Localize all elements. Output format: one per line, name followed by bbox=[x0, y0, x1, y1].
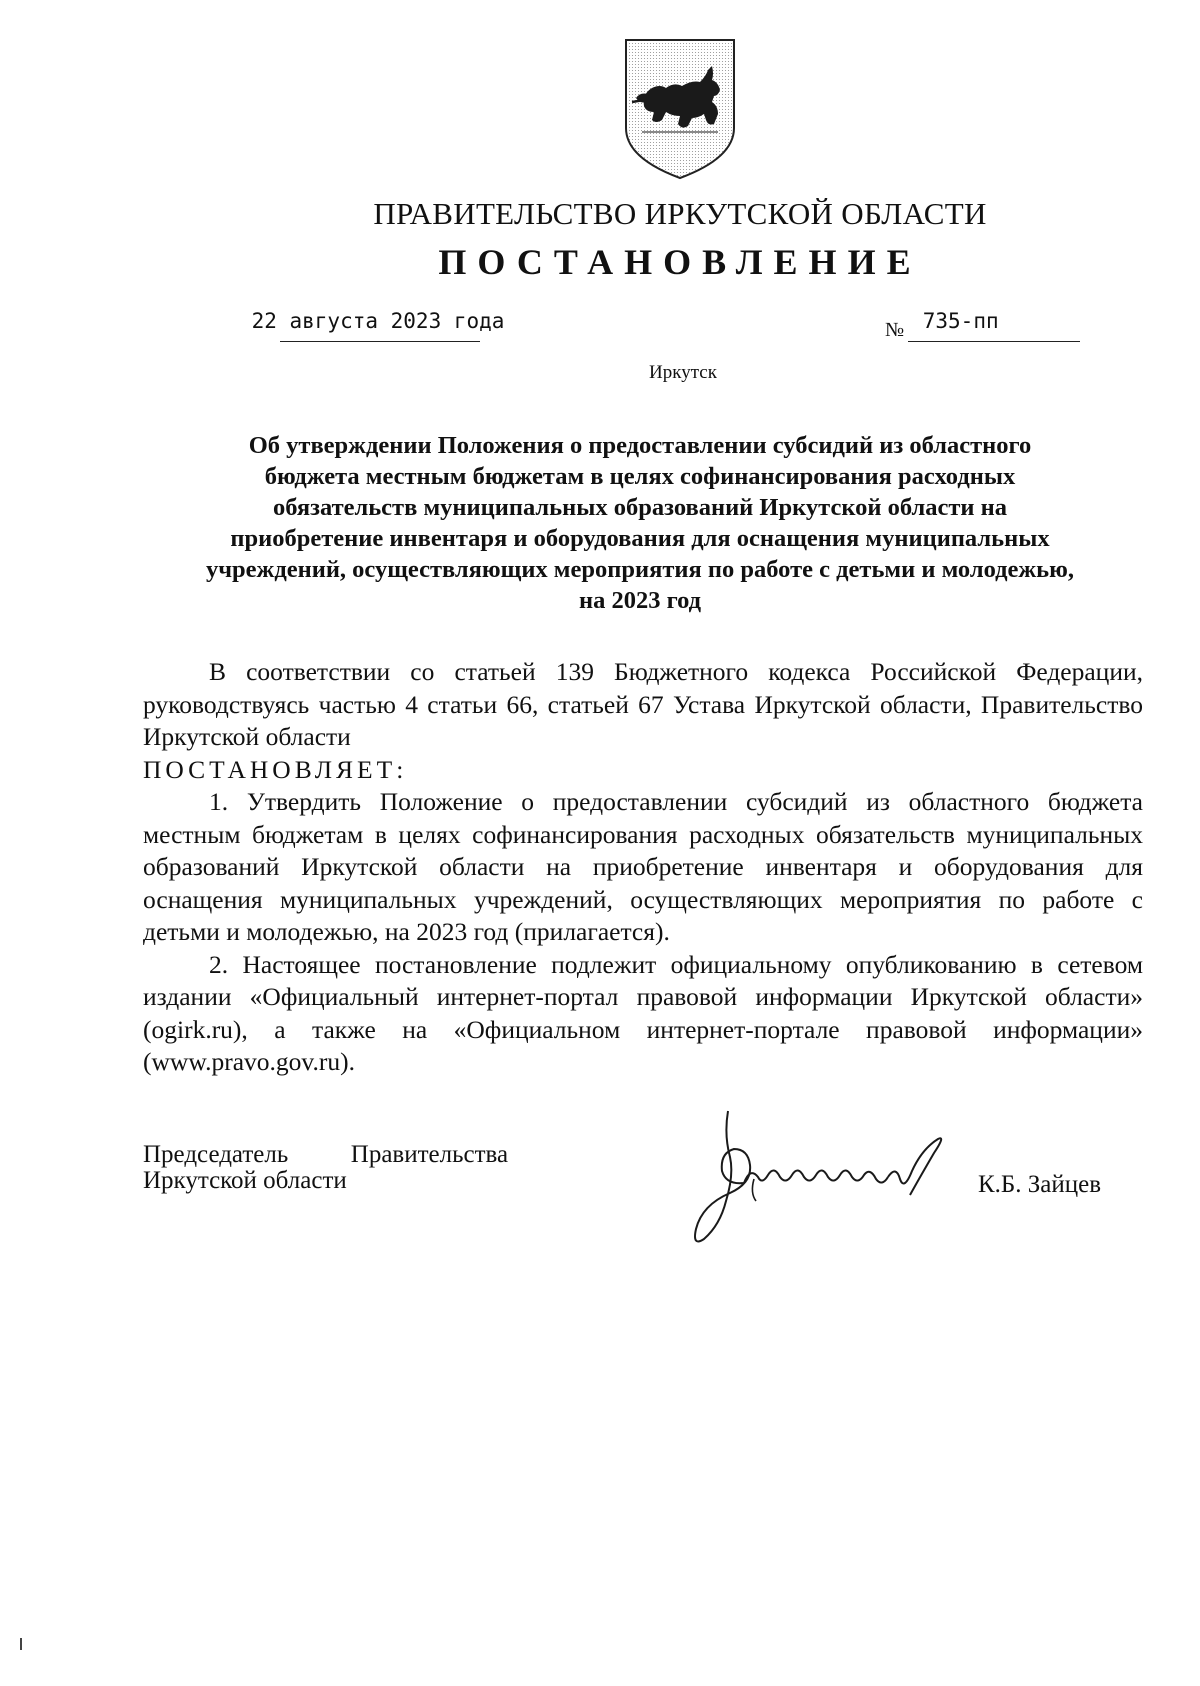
subject-line: на 2023 год bbox=[578, 587, 702, 614]
signatory-name: К.Б. Зайцев bbox=[978, 1171, 1102, 1198]
document-number-block bbox=[885, 307, 999, 341]
subject-line: Об утверждении Положения о предоставлении субсидий из областного bbox=[248, 432, 1032, 459]
date-underline bbox=[280, 341, 480, 342]
document-body bbox=[143, 656, 1143, 1079]
signatory-position bbox=[143, 1142, 508, 1194]
position-line-2: Иркутской области bbox=[143, 1167, 347, 1194]
position-line-1 bbox=[143, 1142, 508, 1168]
decree-word: ПОСТАНОВЛЯЕТ: bbox=[143, 754, 408, 784]
number-sign: № bbox=[885, 319, 905, 341]
subject-line: учреждений, осуществляющих мероприятия по работе с детьми и молодежью, bbox=[205, 556, 1074, 583]
document-subject bbox=[140, 430, 1140, 616]
handwritten-signature-icon bbox=[690, 1105, 1000, 1255]
scan-edge-mark bbox=[20, 1638, 22, 1650]
coat-of-arms-icon bbox=[622, 36, 738, 182]
preamble-paragraph: В соответствии со статьей 139 Бюджетного кодекса Российской Федерации, руководствуясь частью 4 статьи 66, статьей 67 Устава Иркутской области, Правительство Иркутской области bbox=[143, 657, 1143, 751]
subject-line: обязательств муниципальных образований Иркутской области на bbox=[272, 494, 1008, 521]
document-city: Иркутск bbox=[649, 362, 717, 383]
document-number: 735-пп bbox=[922, 309, 999, 333]
number-underline bbox=[908, 341, 1080, 342]
government-name: ПРАВИТЕЛЬСТВО ИРКУТСКОЙ ОБЛАСТИ bbox=[373, 196, 987, 231]
item-1-paragraph: 1. Утвердить Положение о предоставлении субсидий из областного бюджета местным бюджетам в целях софинансирования расходных обязательств муниципальных образований Иркутской области на приобретение инвентаря и оборудования для оснащения муниципальных учреждений, осуществляющих мероприятия по работе с детьми и молодежью, на 2023 год (прилагается). bbox=[143, 787, 1143, 946]
position-word-2: Правительства bbox=[350, 1141, 509, 1168]
item-2-paragraph: 2. Настоящее постановление подлежит официальному опубликованию в сетевом издании «Официальный интернет-портал правовой информации Иркутской области» (ogirk.ru), а также на «Официальном интернет-портале правовой информации» (www.pravo.gov.ru). bbox=[143, 949, 1143, 1076]
subject-line: приобретение инвентаря и оборудования для оснащения муниципальных bbox=[230, 525, 1050, 552]
document-date: 22 августа 2023 года bbox=[251, 309, 505, 333]
document-type-title: ПОСТАНОВЛЕНИЕ bbox=[438, 242, 922, 282]
subject-line: бюджета местным бюджетам в целях софинансирования расходных bbox=[264, 463, 1016, 490]
position-word-1: Председатель bbox=[143, 1141, 289, 1168]
